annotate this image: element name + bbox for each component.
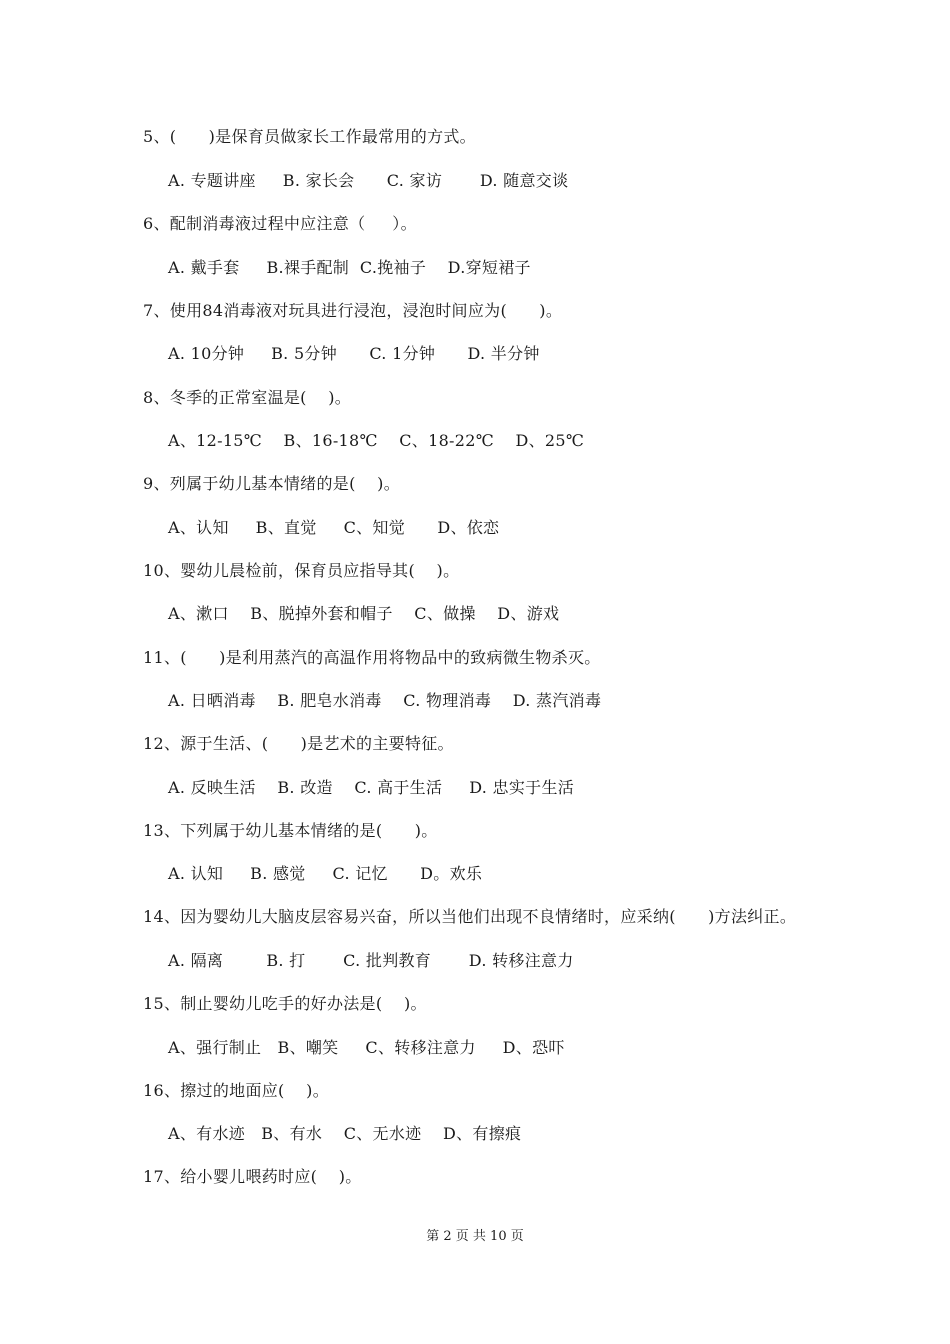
question-9-stem: 9、列属于幼儿基本情绪的是( )。: [143, 474, 401, 493]
question-14-options: A. 隔离 B. 打 C. 批判教育 D. 转移注意力: [168, 951, 574, 970]
question-11-stem: 11、( )是利用蒸汽的高温作用将物品中的致病微生物杀灭。: [143, 648, 601, 667]
question-7-options: A. 10分钟 B. 5分钟 C. 1分钟 D. 半分钟: [168, 344, 540, 363]
question-10-options: A、漱口 B、脱掉外套和帽子 C、做操 D、游戏: [168, 604, 560, 623]
question-15-stem: 15、制止婴幼儿吃手的好办法是( )。: [143, 994, 427, 1013]
question-16-options: A、有水迹 B、有水 C、无水迹 D、有擦痕: [168, 1124, 522, 1143]
question-6-stem: 6、配制消毒液过程中应注意（ ）。: [143, 214, 417, 233]
question-16-stem: 16、擦过的地面应( )。: [143, 1081, 329, 1100]
question-8-options: A、12-15℃ B、16-18℃ C、18-22℃ D、25℃: [168, 431, 585, 450]
question-13-stem: 13、下列属于幼儿基本情绪的是( )。: [143, 821, 438, 840]
question-17-stem: 17、给小婴儿喂药时应( )。: [143, 1167, 362, 1186]
question-5-options: A. 专题讲座 B. 家长会 C. 家访 D. 随意交谈: [168, 171, 569, 190]
question-5-stem: 5、( )是保育员做家长工作最常用的方式。: [143, 127, 476, 146]
question-12-stem: 12、源于生活、( )是艺术的主要特征。: [143, 734, 454, 753]
question-15-options: A、强行制止 B、嘲笑 C、转移注意力 D、恐吓: [168, 1038, 565, 1057]
question-7-stem: 7、使用84消毒液对玩具进行浸泡，浸泡时间应为( )。: [143, 301, 563, 320]
question-6-options: A. 戴手套 B.裸手配制 C.挽袖子 D.穿短裙子: [168, 258, 531, 277]
question-12-options: A. 反映生活 B. 改造 C. 高于生活 D. 忠实于生活: [168, 778, 575, 797]
question-13-options: A. 认知 B. 感觉 C. 记忆 D。欢乐: [168, 864, 483, 883]
question-11-options: A. 日晒消毒 B. 肥皂水消毒 C. 物理消毒 D. 蒸汽消毒: [168, 691, 602, 710]
page-footer: 第 2 页 共 10 页: [426, 1229, 524, 1244]
question-14-stem: 14、因为婴幼儿大脑皮层容易兴奋，所以当他们出现不良情绪时，应采纳( )方法纠正。: [143, 907, 797, 926]
question-9-options: A、认知 B、直觉 C、知觉 D、依恋: [168, 518, 500, 537]
question-10-stem: 10、婴幼儿晨检前，保育员应指导其( )。: [143, 561, 460, 580]
question-8-stem: 8、冬季的正常室温是( )。: [143, 388, 352, 407]
